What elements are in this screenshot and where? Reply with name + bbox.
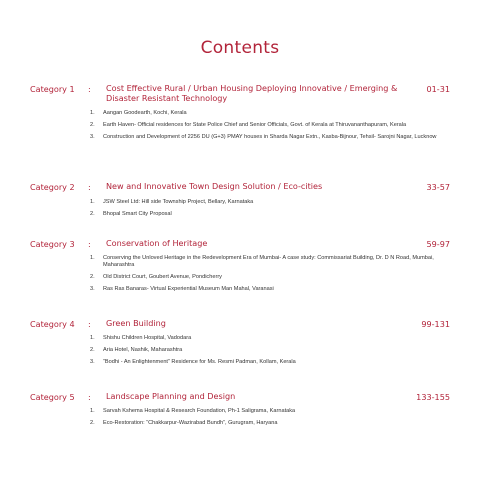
category-title: Landscape Planning and Design (106, 391, 236, 401)
list-item[interactable] (90, 274, 445, 281)
page-title: Contents (200, 38, 280, 58)
category-heading[interactable] (30, 83, 450, 103)
category-label: Category 5 (30, 392, 75, 402)
category-heading[interactable] (30, 239, 450, 249)
category-heading[interactable] (30, 319, 450, 329)
entry-text: Sarvah Kshema Hospital & Research Foundation, Ph-1 Saligrama, Karnataka (103, 408, 296, 414)
list-item[interactable] (90, 211, 445, 218)
entry-number: 2. (90, 347, 95, 353)
entry-text: Aangan Goodearth, Kochi, Kerala (103, 110, 187, 116)
entry-number: 2. (90, 274, 95, 280)
category-colon: : (88, 239, 91, 249)
list-item[interactable] (90, 335, 445, 342)
entry-number: 1. (90, 199, 95, 205)
entry-number: 1. (90, 408, 95, 414)
entry-number: 3. (90, 359, 95, 365)
entry-text: Old District Court, Goubert Avenue, Pondicherry (103, 274, 222, 280)
entry-text: Bhopal Smart City Proposal (103, 211, 172, 217)
entry-text: JSW Steel Ltd: Hill side Township Project, Bellary, Karnataka (103, 199, 254, 205)
entry-text: Shishu Children Hospital, Vadodara (103, 335, 192, 341)
category-2-section (30, 181, 450, 217)
entry-text: Construction and Development of 2256 DU (G+3) PMAY houses in Sharda Nagar Extn., Kasba-Bijnour, Tehsil- Sarojni Nagar, Lucknow (103, 134, 437, 140)
category-1-section (30, 83, 450, 140)
list-item[interactable] (90, 420, 445, 427)
list-item[interactable] (90, 359, 445, 366)
page-range: 133-155 (416, 392, 450, 402)
list-item[interactable] (90, 134, 445, 141)
list-item[interactable] (90, 122, 445, 129)
category-title: Green Building (106, 318, 166, 328)
entry-text: “Bodhi - An Enlightenment” Residence for Ms. Resmi Padman, Kollam, Kerala (103, 359, 296, 365)
page-range: 59-97 (426, 239, 450, 249)
category-label: Category 3 (30, 239, 75, 249)
entry-number: 1. (90, 255, 95, 261)
entry-text: Ras Ras Banaras- Virtual Experiential Museum Man Mahal, Varanasi (103, 286, 274, 292)
entry-list (90, 199, 445, 223)
category-5-section (30, 391, 450, 426)
category-title: Cost Effective Rural / Urban Housing Deploying Innovative / Emerging & Disaster Resistant Technology (106, 83, 398, 103)
list-item[interactable] (90, 286, 445, 293)
category-heading[interactable] (30, 392, 450, 402)
list-item[interactable] (90, 408, 445, 415)
entry-text: Conserving the Unloved Heritage in the Redevelopment Era of Mumbai- A case study: Commissariat Building, Dr. D N Road, Mumbai, Maharashtra (103, 255, 434, 268)
category-label: Category 1 (30, 84, 75, 94)
category-title: New and Innovative Town Design Solution / Eco-cities (106, 181, 323, 191)
page-range: 99-131 (421, 319, 450, 329)
category-colon: : (88, 84, 91, 94)
category-title: Conservation of Heritage (106, 238, 208, 248)
category-colon: : (88, 182, 91, 192)
page-range: 01-31 (426, 84, 450, 94)
category-4-section (30, 318, 450, 365)
entry-list (90, 110, 445, 146)
entry-list (90, 408, 445, 432)
category-label: Category 2 (30, 182, 75, 192)
entry-number: 3. (90, 286, 95, 292)
category-heading[interactable] (30, 182, 450, 192)
list-item[interactable] (90, 255, 445, 269)
entry-number: 2. (90, 122, 95, 128)
entry-list (90, 335, 445, 371)
entry-number: 1. (90, 335, 95, 341)
entry-number: 1. (90, 110, 95, 116)
entry-text: Eco-Restoration: “Chakkarpur-Wazirabad Bundh”, Gurugram, Haryana (103, 420, 278, 426)
entry-text: Aria Hotel, Nashik, Maharashtra (103, 347, 183, 353)
list-item[interactable] (90, 347, 445, 354)
list-item[interactable] (90, 110, 445, 117)
category-colon: : (88, 319, 91, 329)
entry-number: 3. (90, 134, 95, 140)
entry-number: 2. (90, 211, 95, 217)
category-colon: : (88, 392, 91, 402)
page-range: 33-57 (426, 182, 450, 192)
category-3-section (30, 238, 450, 292)
list-item[interactable] (90, 199, 445, 206)
entry-text: Earth Haven- Official residences for State Police Chief and Senior Officials, Govt. of Kerala at Thiruvananthapuram, Kerala (103, 122, 407, 128)
entry-number: 2. (90, 420, 95, 426)
entry-list (90, 255, 445, 298)
category-label: Category 4 (30, 319, 75, 329)
